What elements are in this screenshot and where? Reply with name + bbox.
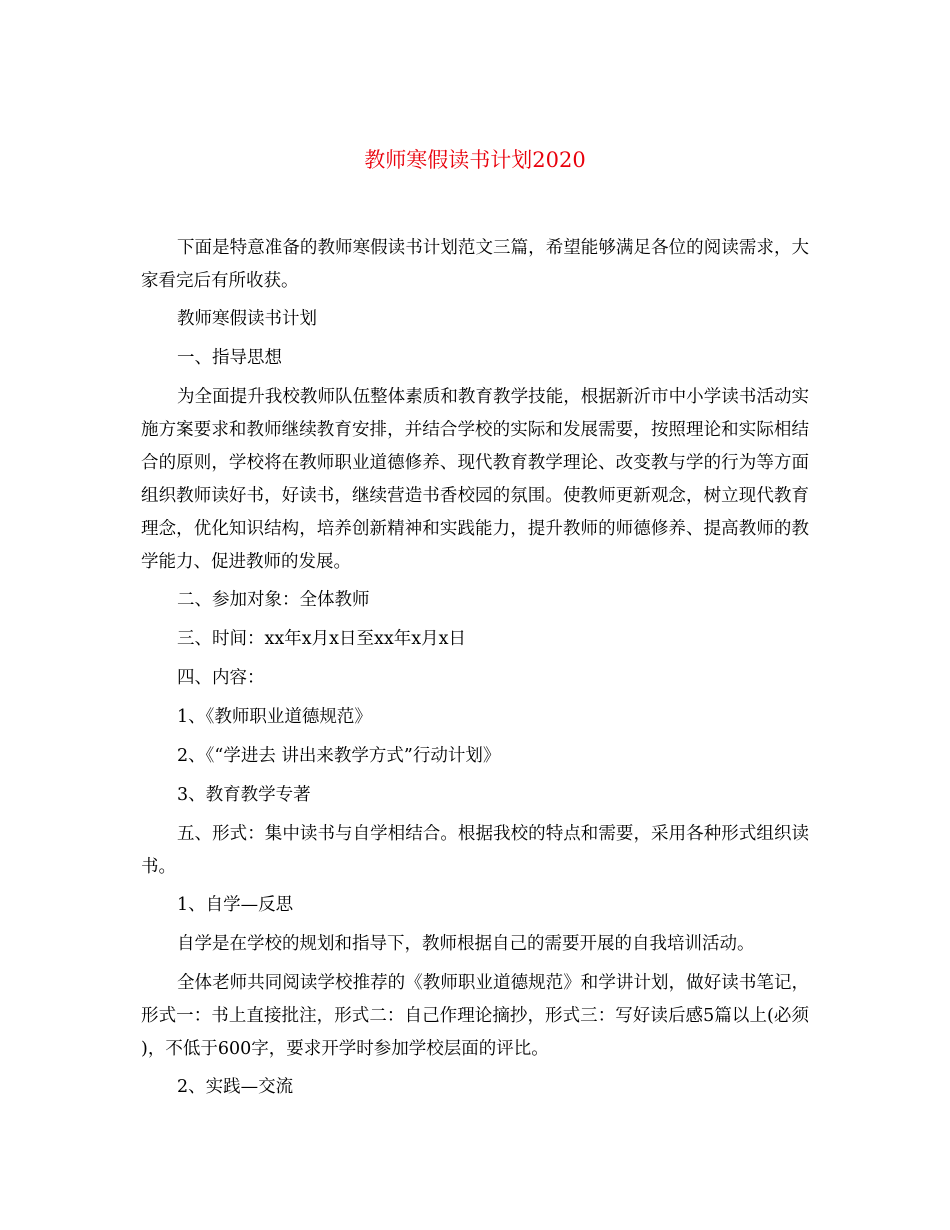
document-title: 教师寒假读书计划2020 xyxy=(364,148,586,172)
self-study-paragraph: 自学是在学校的规划和指导下，教师根据自己的需要开展的自我培训活动。 xyxy=(177,934,755,954)
section-heading-guiding-thought: 一、指导思想 xyxy=(177,348,282,368)
reading-requirements-paragraph: 全体老师共同阅读学校推荐的《教师职业道德规范》和学讲计划，做好读书笔记，形式一：书上直接批注，形式二：自己作理论摘抄，形式三：写好读后感5篇以上(必须)，不低于600字，要求开学时参加学校层面的评比。 xyxy=(141,973,809,1059)
content-item-2: 2、《“学进去 讲出来教学方式”行动计划》 xyxy=(177,746,501,766)
time-line: 三、时间：xx年x月x日至xx年x月x日 xyxy=(177,629,466,649)
content-item-1: 1、《教师职业道德规范》 xyxy=(177,707,372,727)
document-body xyxy=(141,232,809,1110)
section-heading-content: 四、内容： xyxy=(177,668,265,688)
form-paragraph: 五、形式：集中读书与自学相结合。根据我校的特点和需要，采用各种形式组织读书。 xyxy=(141,824,809,877)
plan-heading: 教师寒假读书计划 xyxy=(177,309,317,329)
participants-line: 二、参加对象：全体教师 xyxy=(177,590,370,610)
guiding-thought-paragraph: 为全面提升我校教师队伍整体素质和教育教学技能，根据新沂市中小学读书活动实施方案要求和教师继续教育安排，并结合学校的实际和发展需要，按照理论和实际相结合的原则，学校将在教师职业道德修养、现代教育教学理论、改变教与学的行为等方面组织教师读好书，好读书，继续营造书香校园的氛围。使教师更新观念，树立现代教育理念，优化知识结构，培养创新精神和实践能力，提升教师的师德修养、提高教师的教学能力、促进教师的发展。 xyxy=(141,387,809,572)
content-item-3: 3、教育教学专著 xyxy=(177,785,311,805)
intro-paragraph: 下面是特意准备的教师寒假读书计划范文三篇，希望能够满足各位的阅读需求，大家看完后有所收获。 xyxy=(141,238,809,291)
form-item-1-heading: 1、自学—反思 xyxy=(177,895,294,915)
form-item-2-heading: 2、实践—交流 xyxy=(177,1077,294,1097)
